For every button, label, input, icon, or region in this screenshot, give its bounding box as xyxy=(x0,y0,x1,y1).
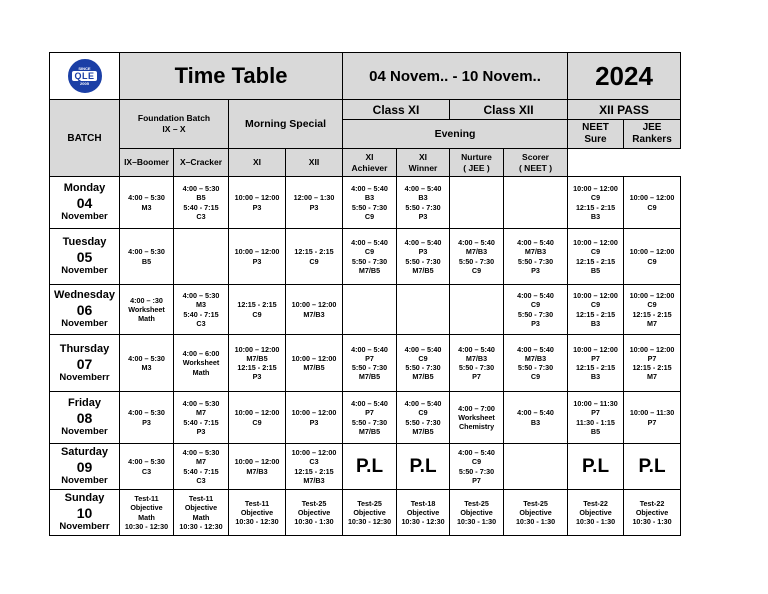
day-row xyxy=(50,392,681,444)
schedule-cell: Test-25 Objective 10:30 - 1:30 xyxy=(504,490,568,536)
day-label xyxy=(50,444,120,490)
schedule-cell: 4:00 – 5:40 M7/B3 5:50 - 7:30 C9 xyxy=(450,229,504,285)
schedule-cell: Test-18 Objective 10:30 - 12:30 xyxy=(397,490,450,536)
schedule-cell: 4:00 – :30 Worksheet Math xyxy=(120,285,174,335)
schedule-cell: 4:00 – 5:30 P3 xyxy=(120,392,174,444)
schedule-cell: 4:00 – 5:40 P7 5:50 - 7:30 M7/B5 xyxy=(343,392,397,444)
schedule-cell: 10:00 – 12:00 C3 12:15 - 2:15 M7/B3 xyxy=(286,444,343,490)
day-name: Saturday xyxy=(60,446,109,458)
day-name: Tuesday xyxy=(62,236,107,248)
schedule-cell: 10:00 – 12:00 P7 12:15 - 2:15 B3 xyxy=(568,335,624,392)
col-scorer: Scorer ( NEET ) xyxy=(504,149,568,177)
year: 2024 xyxy=(568,53,681,100)
schedule-cell: 4:00 – 5:40 C9 5:50 - 7:30 M7/B5 xyxy=(397,392,450,444)
col-x-cracker: X–Cracker xyxy=(174,149,229,177)
evening-header: Evening xyxy=(343,120,568,149)
day-label xyxy=(50,177,120,229)
date-range: 04 Novem.. - 10 Novem.. xyxy=(343,53,568,100)
schedule-cell: 4:00 – 5:40 B3 5:50 - 7:30 C9 xyxy=(343,177,397,229)
day-date: 06 xyxy=(76,302,93,318)
schedule-cell: 10:00 – 12:00 C9 12:15 - 2:15 B3 xyxy=(568,177,624,229)
schedule-cell: 10:00 – 12:00 C9 xyxy=(624,229,681,285)
day-date: 04 xyxy=(76,195,93,211)
schedule-cell: 10:00 – 12:00 M7/B5 xyxy=(286,335,343,392)
schedule-cell: Test-25 Objective 10:30 - 1:30 xyxy=(286,490,343,536)
day-label xyxy=(50,490,120,536)
page-title: Time Table xyxy=(120,53,343,100)
day-row xyxy=(50,229,681,285)
schedule-cell: 4:00 – 5:30 M3 5:40 - 7:15 C3 xyxy=(174,285,229,335)
day-month: Novemberr xyxy=(59,521,110,532)
schedule-cell: Test-11 Objective Math 10:30 - 12:30 xyxy=(120,490,174,536)
schedule-cell xyxy=(504,444,568,490)
schedule-cell: 4:00 – 5:30 M3 xyxy=(120,335,174,392)
day-label xyxy=(50,392,120,444)
schedule-cell: 10:00 – 12:00 C9 12:15 - 2:15 B3 xyxy=(568,285,624,335)
day-label xyxy=(50,229,120,285)
class-xii-header: Class XII xyxy=(450,100,568,120)
schedule-cell: Test-22 Objective 10:30 - 1:30 xyxy=(568,490,624,536)
schedule-cell: 10:00 – 11:30 P7 11:30 - 1:15 B5 xyxy=(568,392,624,444)
schedule-cell xyxy=(174,229,229,285)
neet-sure-header: NEET Sure xyxy=(568,120,624,149)
day-row xyxy=(50,490,681,536)
schedule-cell: 4:00 – 5:40 P7 5:50 - 7:30 M7/B5 xyxy=(343,335,397,392)
schedule-cell: 4:00 – 5:40 B3 5:50 - 7:30 P3 xyxy=(397,177,450,229)
col-nurture: Nurture ( JEE ) xyxy=(450,149,504,177)
schedule-cell: 10:00 – 12:00 C9 xyxy=(229,392,286,444)
day-row xyxy=(50,444,681,490)
schedule-cell: 4:00 – 5:30 M7 5:40 - 7:15 P3 xyxy=(174,392,229,444)
schedule-cell: 4:00 – 5:40 M7/B3 5:50 - 7:30 P3 xyxy=(504,229,568,285)
day-label xyxy=(50,335,120,392)
schedule-cell: 12:15 - 2:15 C9 xyxy=(286,229,343,285)
day-date: 07 xyxy=(76,355,93,372)
col-xi-winner: XI Winner xyxy=(397,149,450,177)
schedule-cell: 4:00 – 5:40 P3 5:50 - 7:30 M7/B5 xyxy=(397,229,450,285)
col-ix-boomer: IX–Boomer xyxy=(120,149,174,177)
schedule-cell: 4:00 – 5:40 M7/B3 5:50 - 7:30 P7 xyxy=(450,335,504,392)
day-month: November xyxy=(61,211,108,222)
timetable xyxy=(49,52,681,536)
class-xi-header: Class XI xyxy=(343,100,450,120)
day-date: 08 xyxy=(76,410,93,426)
schedule-cell: 12:00 – 1:30 P3 xyxy=(286,177,343,229)
schedule-cell: P.L xyxy=(568,444,624,490)
schedule-cell: 10:00 – 12:00 M7/B3 xyxy=(229,444,286,490)
schedule-cell: P.L xyxy=(343,444,397,490)
day-date: 09 xyxy=(76,459,93,475)
day-row xyxy=(50,285,681,335)
schedule-cell: 10:00 – 12:00 C9 12:15 - 2:15 M7 xyxy=(624,285,681,335)
schedule-cell: 4:00 – 5:40 C9 5:50 - 7:30 P7 xyxy=(450,444,504,490)
schedule-cell: 4:00 – 5:30 M7 5:40 - 7:15 C3 xyxy=(174,444,229,490)
schedule-cell: Test-25 Objective 10:30 - 12:30 xyxy=(343,490,397,536)
schedule-cell: 4:00 – 5:30 M3 xyxy=(120,177,174,229)
schedule-cell: 4:00 – 5:40 B3 xyxy=(504,392,568,444)
foundation-batch-header: Foundation Batch IX – X xyxy=(120,100,229,149)
schedule-cell: 4:00 – 7:00 Worksheet Chemistry xyxy=(450,392,504,444)
schedule-cell: 10:00 – 12:00 P7 12:15 - 2:15 M7 xyxy=(624,335,681,392)
day-month: November xyxy=(61,426,108,437)
batch-header: BATCH xyxy=(50,100,120,177)
schedule-cell: 4:00 – 5:40 C9 5:50 - 7:30 M7/B5 xyxy=(343,229,397,285)
schedule-cell: 10:00 – 12:00 M7/B3 xyxy=(286,285,343,335)
schedule-cell xyxy=(504,177,568,229)
day-month: November xyxy=(61,318,108,329)
morning-special-header: Morning Special xyxy=(229,100,343,149)
schedule-cell: Test-25 Objective 10:30 - 1:30 xyxy=(450,490,504,536)
day-name: Monday xyxy=(63,182,106,194)
day-row xyxy=(50,177,681,229)
schedule-cell xyxy=(450,285,504,335)
day-row xyxy=(50,335,681,392)
schedule-cell: 4:00 – 5:40 C9 5:50 - 7:30 P3 xyxy=(504,285,568,335)
schedule-cell: P.L xyxy=(397,444,450,490)
schedule-cell: 4:00 – 5:30 B5 5:40 - 7:15 C3 xyxy=(174,177,229,229)
schedule-cell: 4:00 – 6:00 Worksheet Math xyxy=(174,335,229,392)
col-xi: XI xyxy=(229,149,286,177)
schedule-cell xyxy=(343,285,397,335)
schedule-cell: 4:00 – 5:40 C9 5:50 - 7:30 M7/B5 xyxy=(397,335,450,392)
schedule-cell: 4:00 – 5:30 C3 xyxy=(120,444,174,490)
schedule-cell xyxy=(397,285,450,335)
schedule-cell: P.L xyxy=(624,444,681,490)
day-label xyxy=(50,285,120,335)
schedule-cell: 10:00 – 12:00 C9 xyxy=(624,177,681,229)
schedule-cell: Test-22 Objective 10:30 - 1:30 xyxy=(624,490,681,536)
schedule-cell: Test-11 Objective Math 10:30 - 12:30 xyxy=(174,490,229,536)
schedule-cell: 4:00 – 5:30 B5 xyxy=(120,229,174,285)
day-month: November xyxy=(61,265,108,276)
day-date: 10 xyxy=(76,505,93,521)
logo-cell xyxy=(50,53,120,100)
day-name: Thursday xyxy=(59,342,110,355)
col-xi-achiever: XI Achiever xyxy=(343,149,397,177)
xii-pass-header: XII PASS xyxy=(568,100,681,120)
schedule-cell: Test-11 Objective 10:30 - 12:30 xyxy=(229,490,286,536)
day-date: 05 xyxy=(76,249,93,265)
day-month: November xyxy=(61,475,108,486)
day-name: Friday xyxy=(67,397,101,409)
jee-rankers-header: JEE Rankers xyxy=(624,120,681,149)
day-name: Sunday xyxy=(64,492,105,504)
qle-logo-icon: SINCE QLE 2005 xyxy=(68,59,102,93)
schedule-cell: 4:00 – 5:40 M7/B3 5:50 - 7:30 C9 xyxy=(504,335,568,392)
schedule-cell xyxy=(450,177,504,229)
schedule-cell: 10:00 – 12:00 P3 xyxy=(286,392,343,444)
col-xii: XII xyxy=(286,149,343,177)
schedule-cell: 10:00 – 12:00 P3 xyxy=(229,177,286,229)
schedule-cell: 10:00 – 12:00 P3 xyxy=(229,229,286,285)
schedule-cell: 10:00 – 12:00 M7/B5 12:15 - 2:15 P3 xyxy=(229,335,286,392)
schedule-cell: 10:00 – 12:00 C9 12:15 - 2:15 B5 xyxy=(568,229,624,285)
schedule-cell: 10:00 – 11:30 P7 xyxy=(624,392,681,444)
day-name: Wednesday xyxy=(54,289,115,301)
schedule-cell: 12:15 - 2:15 C9 xyxy=(229,285,286,335)
day-month: Novemberr xyxy=(59,371,110,383)
